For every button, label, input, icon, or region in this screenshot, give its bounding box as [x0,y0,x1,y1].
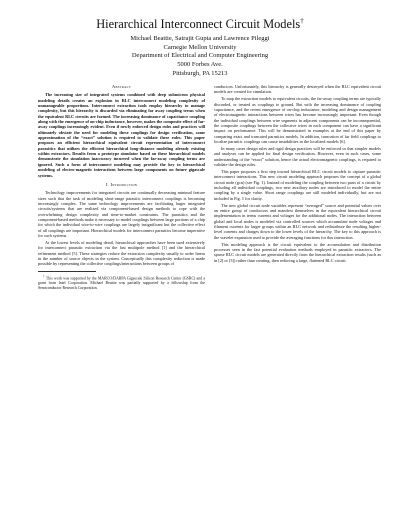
affiliation-line: Pittsburgh, PA 15213 [172,69,228,77]
paper-header [0,14,400,78]
introduction-heading: I. Introduction [105,181,138,187]
body-paragraph: conductors. Unfortunately, this hierarchy is generally destroyed when the RLC equivalent circuit models are created for simulation. [214,84,381,95]
body-paragraph: This paper proposes a first step toward hierarchical RLC circuit models to capture parasitic interconnect interactions. This new circuit modeling approach proposes the concept of a global circuit node (gcn) (see Fig. 1). Instead of modeling the coupling between two parts of a circuit by including all individual couplings, two new auxiliary nodes are introduced to model the entire coupling by a single value. Short range couplings are still modeled individually, but are not included in Fig. 1 for clarity. [214,168,381,201]
title-footnote-mark: † [300,17,304,25]
affiliation-line: Department of Electrical and Computer Engineering [131,52,269,60]
body-paragraph: In many cases design rules and rigid design practices will be enforced so that simpler models and analyses can be applied for final design verification. However, even in such cases, some understanding of the “exact” solution, hence the actual electromagnetic couplings, is required to validate the design rules. [214,145,381,167]
abstract-text: The increasing size of integrated systems combined with deep submicron physical modeling details creates an explosion in RLC interconnect modeling complexity of unmanageable proportions. Interconnect extraction tools employ hierarchy to manage complexity, but this hierarchy is discarded via eliminating far away coupling terms when the equivalent RLC circuits are formed. The increasing dominance of capacitance coupling along with the emergence of on-chip inductance, however, makes the composite effect of far-away couplings increasingly evident. Even if newly enforced design rules and practices will ultimately obviate the need for modeling these couplings for design verification, some approximation of the “exact” solution is required to validate these rules. This paper proposes an efficient hierarchical equivalent circuit representation of interconnect parasitics that utilizes the efficient hierarchical long-distance modeling already existing within extractors. Results from a prototype simulator based on these hierarchical models demonstrate the simulation inaccuracy incurred when the far-away coupling terms are ignored. Such a form of interconnect modeling may provide the key to hierarchical modeling of electro-magnetic interactions between large components on future gigascale systems. [38,92,205,178]
affiliation-line: 5000 Forbes Ave. [177,60,223,68]
body-paragraph: To map the extraction models to equivalent circuits, the far-away coupling terms are typically discarded, or treated as couplings to ground. But with the increasing dominance of coupling capacitance, and the recent emergence of on-chip inductance, modeling and design management of electromagnetic interactions between wires has become increasingly important. Even though the individual couplings between wire segments in adjacent components can be inconsequential, the composite couplings between the collective wires in each component can have a significant impact on performance. This will be demonstrated in examples at the end of this paper by comparing exact and truncated parasitics models. In addition, truncation of far field couplings to localize parasitic couplings can cause instabilities in the localized models [6]. [214,96,381,145]
right-column [214,84,381,265]
affiliation-line: Carnegie Mellon University [163,43,237,51]
left-column [38,84,205,291]
footnote-text: This work was supported by the MARCO/DARPA Gigascale Silicon Research Center (GSRC) and a grant from Intel Corporation. Michael Beattie was partially supported by a fellowship from the Semiconductor Research Corporation. [38,275,205,290]
footnote [38,274,205,291]
body-paragraph: This modeling approach is the circuit equivalent to the accumulation and distribution processes seen in the fast potential evaluation methods employed in parasitic extractors. The sparse RLC circuit models are generated directly from the hierarchical extraction results (such as in [2] or [3]) rather than creating, then reducing a large, flattened RLC circuit. [214,241,381,263]
paper-authors: Michael Beattie, Satrajit Gupta and Lawrence Pileggi [130,35,270,43]
footnote-divider [38,271,96,272]
abstract-heading: Abstract [111,84,132,89]
intro-paragraph: At the lowest levels of modeling detail, hierarchical approaches have been used extensively for interconnect parasitic extraction via the fast multipole method [1] and the hierarchical refinement method [5]. These strategies reduce the extraction complexity usually to order linear in the number of source objects in the system. Conceptually this complexity reduction is made possible by representing the collective couplings/interactions between groups of [38,239,205,267]
paper-title [0,14,400,32]
footnote-mark: † [43,273,45,278]
body-paragraph: The new global circuit node variables represent “averaged” source and potential values over an entire group of conductors and manifest themselves in the equivalent hierarchical circuit implementation in terms currents and voltages for the additional nodes. The interaction between global and local nodes is modeled via controlled sources which accumulate node voltages and filament currents for larger groups within an RLC network and redistribute the resulting higher-level currents and charges down to the lower levels of the hierarchy. The key to this approach is the wavelet expansion used to provide the averaging functions for this interaction. [214,202,381,240]
intro-paragraph: Technology improvements for integrated circuits are continually decreasing minimal feature sizes such that the task of modeling short-range parasitic interconnect couplings is becoming increasingly complex. The same technology improvements are facilitating larger integrated circuits/systems that are realized via component-based design methods to cope with the overwhelming design complexity and time-to-market constraints. The parasitics and the component-based methods make it necessary to model couplings between large portions of a chip for which the individual wire-to-wire couplings are largely insignificant but the collective effect of all couplings are important. Hierarchical models for interconnect parasitics become imperative for such systems. [38,190,205,238]
paper-title-text: Hierarchical Interconnect Circuit Models [96,17,301,32]
